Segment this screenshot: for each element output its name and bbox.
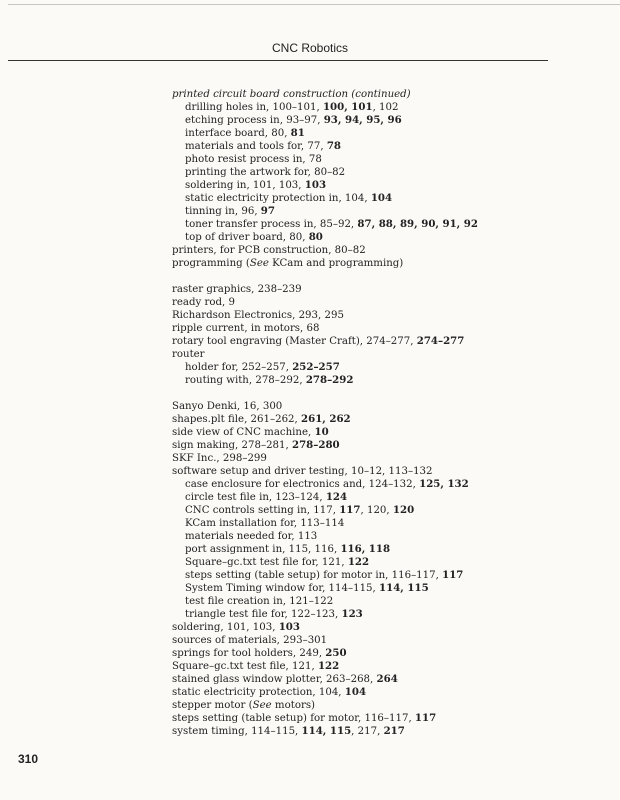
- bold-page-ref: 274–277: [416, 335, 465, 347]
- index-entry: [172, 322, 612, 335]
- entry-text: System Timing window for, 114–115,: [185, 583, 380, 594]
- index-entry: [172, 465, 612, 478]
- bold-page-ref: 104: [344, 686, 367, 698]
- entry-text: routing with, 278–292,: [185, 375, 306, 386]
- entry-text: top of driver board, 80,: [185, 232, 309, 243]
- entry-text: stepper motor (: [172, 700, 253, 711]
- entry-text: soldering, 101, 103,: [172, 622, 279, 633]
- entry-text: soldering in, 101, 103,: [185, 180, 305, 191]
- bold-page-ref: 93, 94, 95, 96: [323, 114, 402, 126]
- index-subentry: [172, 140, 612, 153]
- index-entry: [172, 257, 612, 270]
- bold-page-ref: 252–257: [292, 361, 340, 373]
- index-subentry: [172, 179, 612, 192]
- entry-text: interface board, 80,: [185, 128, 291, 139]
- see-reference: See: [249, 258, 269, 269]
- entry-text: port assignment in, 115, 116,: [185, 544, 341, 555]
- entry-text: ripple current, in motors, 68: [172, 323, 320, 334]
- index-entry: [172, 309, 612, 322]
- index-subentry: [172, 192, 612, 205]
- entry-text: materials and tools for, 77,: [185, 141, 327, 152]
- index-subentry: [172, 218, 612, 231]
- entry-text: , 217,: [351, 726, 384, 737]
- index-entry: [172, 335, 612, 348]
- index-entry: [172, 712, 612, 725]
- bold-page-ref: 122: [317, 660, 340, 672]
- index-subentry: [172, 205, 612, 218]
- index-subentry: [172, 595, 612, 608]
- bold-page-ref: 278–292: [305, 374, 354, 386]
- index-subentry: [172, 231, 612, 244]
- bold-page-ref: 116, 118: [340, 543, 391, 555]
- index-subentry: [172, 114, 612, 127]
- entry-text: test file creation in, 121–122: [185, 596, 334, 607]
- entry-text: tinning in, 96,: [185, 206, 261, 217]
- entry-text: case enclosure for electronics and, 124–132,: [185, 479, 420, 490]
- bold-page-ref: 124: [325, 491, 348, 503]
- bold-page-ref: 104: [370, 192, 393, 204]
- entry-text: sign making, 278–281,: [172, 440, 292, 451]
- bold-page-ref: 87, 88, 89, 90, 91, 92: [357, 218, 478, 230]
- bold-page-ref: 117: [442, 569, 464, 581]
- bold-page-ref: 264: [376, 673, 398, 685]
- index-entry: [172, 439, 612, 452]
- bold-page-ref: 78: [326, 140, 342, 152]
- index-subentry: [172, 361, 612, 374]
- bold-page-ref: 103: [304, 179, 327, 191]
- index-entry: [172, 296, 612, 309]
- bold-page-ref: 114, 115: [301, 725, 352, 737]
- index-subentry: [172, 530, 612, 543]
- index-entry: [172, 725, 612, 738]
- bold-page-ref: 117: [339, 504, 361, 516]
- header-rule: [8, 60, 548, 61]
- index-subentry: [172, 543, 612, 556]
- entry-text: stained glass window plotter, 263–268,: [172, 674, 377, 685]
- bold-page-ref: 80: [308, 231, 323, 243]
- index-entry: [172, 348, 612, 361]
- bold-page-ref: 117: [414, 712, 437, 724]
- bold-page-ref: 114, 115: [379, 582, 429, 594]
- index-entry: [172, 621, 612, 634]
- bold-page-ref: 217: [383, 725, 405, 737]
- entry-text: router: [172, 349, 205, 360]
- index-entry: [172, 400, 612, 413]
- entry-text: materials needed for, 113: [185, 531, 318, 542]
- index-continued-heading: [172, 88, 612, 101]
- bold-page-ref: 120: [392, 504, 415, 516]
- bold-page-ref: 122: [347, 556, 370, 568]
- bold-page-ref: 278–280: [292, 439, 340, 451]
- entry-text: static electricity protection in, 104,: [185, 193, 371, 204]
- entry-text: steps setting (table setup) for motor in, 116–117,: [185, 570, 443, 581]
- index-entry: [172, 699, 612, 712]
- index-subentry: [172, 608, 612, 621]
- entry-text: shapes.plt file, 261–262,: [172, 414, 302, 425]
- entry-text: photo resist process in, 78: [185, 154, 322, 165]
- index-entry: [172, 647, 612, 660]
- entry-text: software setup and driver testing, 10–12, 113–132: [172, 466, 433, 477]
- index-subentry: [172, 517, 612, 530]
- entry-text: static electricity protection, 104,: [172, 687, 345, 698]
- entry-text: , 120,: [360, 505, 393, 516]
- entry-text: KCam and programming): [268, 258, 404, 269]
- entry-text: raster graphics, 238–239: [172, 284, 302, 295]
- index-subentry: [172, 478, 612, 491]
- entry-text: motors): [271, 700, 316, 711]
- entry-text: printers, for PCB construction, 80–82: [172, 245, 366, 256]
- entry-text: Sanyo Denki, 16, 300: [172, 401, 283, 412]
- entry-text: rotary tool engraving (Master Craft), 274–277,: [172, 336, 417, 347]
- index-entry: [172, 283, 612, 296]
- index-subentry: [172, 101, 612, 114]
- entry-text: drilling holes in, 100–101,: [185, 102, 323, 113]
- entry-text: etching process in, 93–97,: [185, 115, 324, 126]
- entry-text: programming (: [172, 258, 250, 269]
- entry-text: system timing, 114–115,: [172, 726, 302, 737]
- index-subentry: [172, 491, 612, 504]
- entry-text: toner transfer process in, 85–92,: [185, 219, 358, 230]
- entry-text: side view of CNC machine,: [172, 427, 315, 438]
- top-rule: [8, 4, 620, 5]
- index-entry: [172, 452, 612, 465]
- entry-text: , 102: [372, 102, 399, 113]
- index-list: [172, 88, 612, 738]
- entry-text: printing the artwork for, 80–82: [185, 167, 346, 178]
- bold-page-ref: 81: [290, 127, 305, 139]
- index-subentry: [172, 582, 612, 595]
- index-entry: [172, 413, 612, 426]
- entry-text: circle test file in, 123–124,: [185, 492, 326, 503]
- index-subentry: [172, 153, 612, 166]
- entry-text: printed circuit board construction (continued): [172, 89, 411, 100]
- entry-text: CNC controls setting in, 117,: [185, 505, 340, 516]
- bold-page-ref: 10: [314, 426, 329, 438]
- bold-page-ref: 123: [341, 608, 363, 620]
- index-subentry: [172, 374, 612, 387]
- bold-page-ref: 100, 101: [322, 101, 373, 113]
- entry-text: Square–gc.txt test file for, 121,: [185, 557, 348, 568]
- bold-page-ref: 250: [325, 647, 347, 659]
- see-reference: See: [252, 700, 272, 711]
- running-header-title: CNC Robotics: [271, 41, 349, 55]
- entry-text: Richardson Electronics, 293, 295: [172, 310, 344, 321]
- entry-text: SKF Inc., 298–299: [172, 453, 267, 464]
- index-entry: [172, 686, 612, 699]
- entry-text: sources of materials, 293–301: [172, 635, 328, 646]
- index-subentry: [172, 127, 612, 140]
- entry-text: holder for, 252–257,: [185, 362, 293, 373]
- index-entry: [172, 426, 612, 439]
- index-subentry: [172, 556, 612, 569]
- entry-text: KCam installation for, 113–114: [185, 518, 345, 529]
- index-subentry: [172, 504, 612, 517]
- bold-page-ref: 103: [278, 621, 300, 633]
- index-entry: [172, 673, 612, 686]
- index-entry: [172, 244, 612, 257]
- entry-text: springs for tool holders, 249,: [172, 648, 326, 659]
- index-subentry: [172, 166, 612, 179]
- entry-text: triangle test file for, 122–123,: [185, 609, 342, 620]
- bold-page-ref: 125, 132: [419, 478, 469, 490]
- entry-text: Square–gc.txt test file, 121,: [172, 661, 318, 672]
- bold-page-ref: 261, 262: [301, 413, 351, 425]
- index-entry: [172, 660, 612, 673]
- entry-text: steps setting (table setup) for motor, 116–117,: [172, 713, 415, 724]
- page-number: 310: [18, 752, 39, 766]
- index-entry: [172, 634, 612, 647]
- index-subentry: [172, 569, 612, 582]
- entry-text: ready rod, 9: [172, 297, 235, 308]
- bold-page-ref: 97: [260, 205, 275, 217]
